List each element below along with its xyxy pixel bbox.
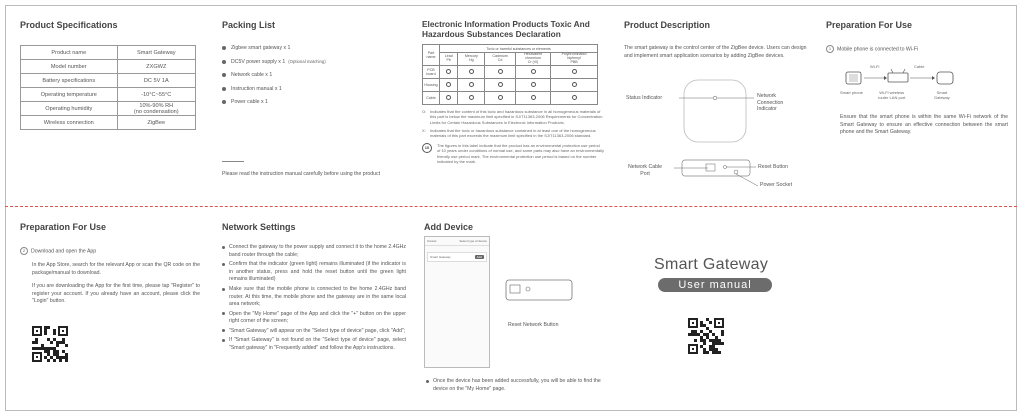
- note-x-mark: X:: [422, 128, 426, 134]
- compliant-circle-cell: [485, 65, 516, 78]
- packing-divider: [222, 161, 244, 162]
- group-header: Toxic or harmful substances or elements: [440, 45, 598, 53]
- gateway-icon: [937, 72, 953, 84]
- label-network-indicator: Network Connection Indicator: [757, 93, 784, 112]
- status-led: [713, 96, 717, 100]
- note-o-text: Indicates that the content of this toxic and hazardous substance in all homogeneous materials of this part is below the maximum limit specified in SJ/T11363-2006 Requirements for Concentration Limits for Certain Hazardous Substances in Electronic Information Products.: [430, 108, 603, 125]
- spec-table: [20, 45, 196, 130]
- bullet-dot: [222, 46, 226, 50]
- prep1-step-text: Mobile phone is connected to Wi-Fi: [837, 46, 919, 53]
- packing-item-text: Zigbee smart gateway x 1: [231, 45, 291, 52]
- qr-module: [56, 344, 59, 347]
- packing-item: [222, 45, 402, 53]
- part-name: Housing: [423, 78, 440, 91]
- circle-icon: [531, 69, 536, 74]
- prep2-p2: If you are downloading the App for the first time, please tap "Register" to register your account. If you already have an account, please click the "Login" button.: [32, 283, 200, 305]
- gateway-diagram: [624, 68, 810, 200]
- network-step-text: Confirm that the indicator (green light) remains illuminated (if the indicator is in another status, press and hold the reset button until the green light remains illuminated): [229, 261, 406, 283]
- hazard-note-o: [422, 109, 604, 125]
- cover-subtitle: User manual: [658, 278, 772, 292]
- qr-module: [53, 332, 56, 335]
- packing-item-note: (Optional matching): [288, 58, 326, 64]
- compliant-circle-cell: [551, 65, 598, 78]
- qr-module: [59, 359, 62, 362]
- label-cable-port: Network Cable Port: [628, 164, 663, 177]
- spec-row: [21, 60, 196, 74]
- prep2-p1: In the App Store, search for the relevant App or scan the QR code on the package/manual to download.: [32, 262, 200, 276]
- network-step-text: "Smart Gateway" will appear on the "Select type of device" page, click "Add";: [229, 327, 406, 334]
- phone-add-button[interactable]: Add: [476, 255, 482, 260]
- network-step-text: Connect the gateway to the power supply and connect it to the home 2.4GHz band router through the cable;: [229, 244, 406, 258]
- hazard-table: [422, 44, 598, 105]
- substance-header: Cadmium Cd: [485, 53, 516, 66]
- packing-item-text: DC5V power supply x 1: [231, 58, 286, 65]
- bullet-dot: [426, 380, 429, 383]
- packing-item-text: Power cable x 1: [231, 99, 268, 106]
- substance-header: Hexavalent chromium Cr (VI): [515, 53, 550, 66]
- router-icon: [888, 73, 908, 82]
- prep1-text: Ensure that the smart phone is within the same Wi-Fi network of the Smart Gateway to ensure an effective connection between the smart phone and the Smart Gateway.: [840, 114, 1008, 136]
- description-text: The smart gateway is the control center of the ZigBee device. Users can design and implement smart application scenarios by adding ZigBee devices.: [624, 45, 807, 59]
- circle-icon: [572, 95, 577, 100]
- epup-text: The figures in this label indicate that the product has an environmental protection use period of 10 years under conditions of normal use, and some parts may also have an environmentally friendly use period mark. The environmental protection use period is based on the number indicated by the mark.: [437, 142, 604, 165]
- circle-icon: [531, 82, 536, 87]
- circle-icon: [446, 69, 451, 74]
- prep2-panel: [20, 222, 202, 402]
- substance-header: Lead Pb: [440, 53, 458, 66]
- description-title: Product Description: [624, 20, 711, 30]
- compliant-circle-cell: [485, 91, 516, 104]
- qr-module: [703, 342, 706, 345]
- compliant-circle-cell: [515, 91, 550, 104]
- connection-diagram: [842, 68, 962, 90]
- packing-item-text: Network cable x 1: [231, 72, 273, 79]
- qr-finder: [714, 318, 724, 328]
- network-step: [222, 286, 406, 309]
- spec-value: -10°C~55°C: [117, 88, 195, 102]
- spec-row: [21, 88, 196, 102]
- substance-header: Mercury Hg: [458, 53, 485, 66]
- packing-item-text: Instruction manual x 1: [231, 85, 282, 92]
- compliant-circle-cell: [458, 91, 485, 104]
- reset-caption: Reset Network Button: [508, 322, 559, 328]
- qr-module: [721, 333, 724, 336]
- spec-row: [21, 46, 196, 60]
- network-panel: [222, 222, 406, 402]
- qr-module: [721, 342, 724, 345]
- circle-icon: [498, 82, 503, 87]
- bullet-dot: [222, 246, 225, 249]
- qr-module: [44, 332, 47, 335]
- network-step: [222, 244, 406, 259]
- spec-title: Product Specifications: [20, 20, 118, 30]
- hazard-row: [423, 91, 598, 104]
- part-name: Cable: [423, 91, 440, 104]
- qr-finder: [32, 326, 42, 336]
- qr-module: [65, 359, 68, 362]
- hazard-epup: [422, 143, 604, 165]
- packing-item: [222, 59, 402, 67]
- qr-module: [53, 359, 56, 362]
- spec-key: Wireless connection: [21, 116, 118, 130]
- bullet-dot: [222, 100, 226, 104]
- qr-finder: [688, 318, 698, 328]
- hazard-row: [423, 65, 598, 78]
- compliant-circle-cell: [515, 65, 550, 78]
- app-qr-code[interactable]: [32, 326, 68, 362]
- hazard-note-x: [422, 128, 604, 139]
- bullet-dot: [222, 60, 226, 64]
- network-step: [222, 337, 406, 352]
- compliant-circle-cell: [485, 78, 516, 91]
- circle-icon: [469, 82, 474, 87]
- spec-row: [21, 74, 196, 88]
- phone-header: [425, 237, 489, 246]
- label-reset-button: Reset Button: [758, 164, 788, 170]
- network-steps: [222, 244, 406, 352]
- bullet-dot: [222, 73, 226, 77]
- substance-header: Polybrominated biphenyl PBB: [551, 53, 598, 66]
- compliant-circle-cell: [551, 78, 598, 91]
- bullet-dot: [222, 263, 225, 266]
- circle-icon: [531, 95, 536, 100]
- network-step-text: If "Smart Gateway" is not found on the "Select type of device" page, select "Smart gateway" in "Frequently added" and follow the App's instructions.: [229, 337, 406, 351]
- circle-icon: [498, 69, 503, 74]
- add-title: Add Device: [424, 222, 474, 232]
- spec-key: Battery specifications: [21, 74, 118, 88]
- cable-tag: Cable: [914, 64, 925, 69]
- add-panel: [424, 222, 608, 402]
- description-panel: [624, 20, 810, 200]
- wifi-tag: Wi-Fi: [870, 64, 880, 69]
- qr-finder: [32, 352, 42, 362]
- prep2-step: [20, 247, 202, 256]
- cover-panel: [626, 222, 810, 402]
- bullet-dot: [222, 288, 225, 291]
- network-title: Network Settings: [222, 222, 296, 232]
- network-step-text: Open the "My Home" page of the App and click the "+" button on the upper right corner of the screen;: [229, 310, 406, 325]
- hazard-title: Electronic Information Products Toxic And Hazardous Substances Declaration: [422, 19, 590, 39]
- network-step: [222, 261, 406, 284]
- qr-module: [47, 326, 50, 329]
- bullet-dot: [222, 329, 225, 332]
- add-text: Once the device has been added successfully, you will be able to find the device on the "My Home" page.: [433, 378, 601, 392]
- prep1-panel: [826, 20, 1010, 200]
- packing-item: [222, 86, 402, 94]
- spec-panel: [20, 20, 200, 130]
- circle-icon: [572, 69, 577, 74]
- qr-module: [709, 321, 712, 324]
- compliant-circle-cell: [440, 91, 458, 104]
- gateway-reset-illustration: [502, 272, 582, 312]
- qr-finder: [58, 326, 68, 336]
- bullet-dot: [222, 87, 226, 91]
- gateway-top-view: [684, 80, 746, 142]
- step-number: 2: [20, 247, 28, 255]
- circle-icon: [446, 82, 451, 87]
- label-power-socket: Power Socket: [760, 182, 793, 188]
- circle-icon: [572, 82, 577, 87]
- cover-qr-code[interactable]: [688, 318, 724, 354]
- network-step-text: Make sure that the mobile phone is connected to the home 2.4GHz band router. At this time, the mobile phone and the gateway are in the same local area network;: [229, 286, 406, 308]
- spec-value: DC 5V 1A: [117, 74, 195, 88]
- note-o-mark: O:: [422, 108, 427, 114]
- qr-finder: [688, 344, 698, 354]
- circle-icon: [446, 95, 451, 100]
- spec-key: Operating temperature: [21, 88, 118, 102]
- spec-row: [21, 102, 196, 116]
- circle-icon: [469, 95, 474, 100]
- qr-module: [50, 341, 53, 344]
- spec-value: ZigBee: [117, 116, 195, 130]
- packing-item: [222, 72, 402, 80]
- phone-cancel[interactable]: Cancel: [427, 239, 437, 243]
- circle-icon: [498, 95, 503, 100]
- cap-phone: Smart phone: [840, 90, 863, 95]
- phone-device-row[interactable]: [427, 252, 487, 262]
- spec-key: Operating humidity: [21, 102, 118, 116]
- cap-router: Wi-Fi wireless router LAN port: [878, 90, 906, 101]
- qr-module: [718, 351, 721, 354]
- hazard-row: [423, 78, 598, 91]
- qr-module: [47, 359, 50, 362]
- phone-mockup: [424, 236, 490, 368]
- spec-key: Product name: [21, 46, 118, 60]
- qr-module: [35, 341, 38, 344]
- compliant-circle-cell: [515, 78, 550, 91]
- qr-module: [706, 351, 709, 354]
- prep1-step: [826, 45, 1010, 54]
- phone-device-name: Smart Gateway: [430, 255, 451, 260]
- prep2-title: Preparation For Use: [20, 222, 107, 232]
- spec-key: Model number: [21, 60, 118, 74]
- add-note: [426, 378, 606, 393]
- bullet-dot: [222, 312, 225, 315]
- circle-icon: [469, 69, 474, 74]
- bullet-dot: [222, 339, 225, 342]
- cover-title: Smart Gateway: [654, 256, 769, 273]
- note-x-text: Indicates that the toxic or hazardous substance contained in at least one of the homogeneous materials of this part exceeds the maximum limit specified in the SJ/T11363-2006 standard.: [430, 128, 596, 139]
- qr-module: [65, 344, 68, 347]
- spec-value: Smart Gateway: [117, 46, 195, 60]
- part-header: Part name: [423, 45, 440, 66]
- phone-header-title: Select type of device: [459, 239, 487, 243]
- compliant-circle-cell: [458, 78, 485, 91]
- qr-module: [694, 339, 697, 342]
- label-status-indicator: Status Indicator: [626, 95, 663, 101]
- packing-item: [222, 99, 402, 107]
- prep1-title: Preparation For Use: [826, 20, 913, 30]
- spec-value: ZXGWZ: [117, 60, 195, 74]
- compliant-circle-cell: [440, 78, 458, 91]
- packing-title: Packing List: [222, 20, 276, 30]
- prep2-step-text: Download and open the App: [31, 248, 97, 255]
- compliant-circle-cell: [551, 91, 598, 104]
- part-name: PCB board: [423, 65, 440, 78]
- compliant-circle-cell: [458, 65, 485, 78]
- fold-line: [5, 206, 1017, 207]
- compliant-circle-cell: [440, 65, 458, 78]
- network-step: [222, 328, 406, 336]
- packing-footnote: Please read the instruction manual carefully before using the product: [222, 171, 381, 177]
- spec-row: [21, 116, 196, 130]
- cap-gateway: Smart Gateway: [934, 90, 950, 101]
- network-step: [222, 311, 406, 326]
- hazard-panel: [422, 20, 604, 200]
- packing-panel: [222, 20, 402, 196]
- packing-list: [222, 45, 402, 107]
- spec-value: 10%-90% RH (no condensation): [117, 102, 195, 116]
- epup-icon: 10: [422, 143, 432, 153]
- step-number: 1: [826, 45, 834, 53]
